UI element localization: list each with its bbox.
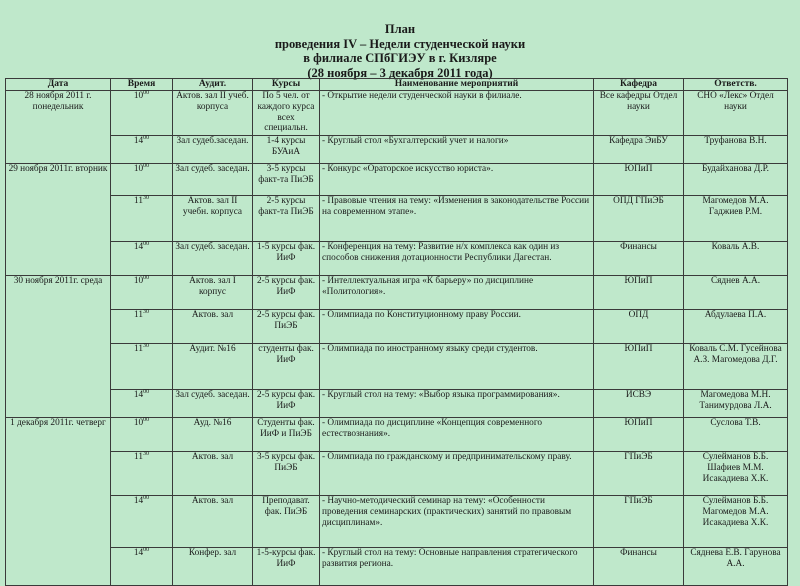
table-row xyxy=(6,164,788,196)
cell-courses: 2-5 курсы факт-та ПиЭБ xyxy=(253,196,320,242)
cell-room: Зал судеб. заседан. xyxy=(173,164,253,196)
time-minutes: 00 xyxy=(143,416,150,423)
col-header-date: Дата xyxy=(6,79,111,91)
cell-dept: Кафедра ЭиБУ xyxy=(594,136,684,164)
cell-time xyxy=(111,390,173,418)
cell-responsible: Суслова Т.В. xyxy=(684,418,788,452)
time-hours: 14 xyxy=(133,548,144,558)
table-row xyxy=(6,91,788,136)
cell-room: Актов. зал II учеб. корпуса xyxy=(173,91,253,136)
cell-responsible: Труфанова В.Н. xyxy=(684,136,788,164)
table-row xyxy=(6,496,788,548)
title-line-4: (28 ноября – 3 декабря 2011 года) xyxy=(307,65,493,80)
cell-time xyxy=(111,276,173,310)
cell-event: - Круглый стол «Бухгалтерский учет и налоги» xyxy=(320,136,594,164)
cell-event: - Олимпиада по гражданскому и предпринимательскому праву. xyxy=(320,452,594,496)
cell-dept: Финансы xyxy=(594,548,684,586)
cell-time xyxy=(111,344,173,390)
cell-responsible: Коваль С.М. Гусейнова А.З. Магомедова Д.Г. xyxy=(684,344,788,390)
cell-room: Ауд. №16 xyxy=(173,418,253,452)
cell-event: - Круглый стол на тему: Основные направления стратегического развития региона. xyxy=(320,548,594,586)
cell-responsible: Абдулаева П.А. xyxy=(684,310,788,344)
cell-dept: ГПиЭБ xyxy=(594,496,684,548)
cell-room: Актов. зал II учебн. корпуса xyxy=(173,196,253,242)
table-body xyxy=(6,91,788,586)
cell-time xyxy=(111,548,173,586)
cell-date: 1 декабря 2011г. четверг xyxy=(6,418,111,586)
table-header-row xyxy=(6,79,788,91)
time-hours: 14 xyxy=(133,136,144,146)
cell-time xyxy=(111,496,173,548)
col-header-dept: Кафедра xyxy=(594,79,684,91)
cell-room: Зал судеб. заседан. xyxy=(173,242,253,276)
time-hours: 11 xyxy=(134,196,143,206)
table-row xyxy=(6,452,788,496)
cell-date: 30 ноября 2011г. среда xyxy=(6,276,111,418)
cell-time xyxy=(111,452,173,496)
cell-date: 29 ноября 2011г. вторник xyxy=(6,164,111,276)
col-header-room: Аудит. xyxy=(173,79,253,91)
cell-courses: 2-5 курсы фак. ИиФ xyxy=(253,390,320,418)
cell-courses: Студенты фак. ИиФ и ПиЭБ xyxy=(253,418,320,452)
cell-responsible: Магомедова М.Н. Танимурдова Л.А. xyxy=(684,390,788,418)
title-line-2: проведения IV – Недели студенческой науки xyxy=(274,36,526,51)
col-header-courses: Курсы xyxy=(253,79,320,91)
time-minutes: 00 xyxy=(143,89,150,96)
table-row xyxy=(6,310,788,344)
title-line-3: в филиале СПбГИЭУ в г. Кизляре xyxy=(303,51,497,65)
table-row xyxy=(6,196,788,242)
cell-event: - Олимпиада по Конституционному праву России. xyxy=(320,310,594,344)
cell-dept: ГПиЭБ xyxy=(594,452,684,496)
cell-room: Актов. зал I корпус xyxy=(173,276,253,310)
time-hours: 14 xyxy=(133,242,144,252)
cell-event: - Правовые чтения на тему: «Изменения в законодательстве России на современном этапе». xyxy=(320,196,594,242)
cell-dept: ЮПиП xyxy=(594,164,684,196)
cell-courses: студенты фак. ИиФ xyxy=(253,344,320,390)
cell-courses: 1-5-курсы фак. ИиФ xyxy=(253,548,320,586)
time-hours: 11 xyxy=(134,344,143,354)
cell-courses: Преподават. фак. ПиЭБ xyxy=(253,496,320,548)
cell-courses: 2-5 курсы фак. ИиФ xyxy=(253,276,320,310)
time-minutes: 00 xyxy=(143,388,150,395)
cell-responsible: Сулейманов Б.Б. Магомедов М.А. Исакадиева Х.К. xyxy=(684,496,788,548)
cell-courses: 2-5 курсы фак. ПиЭБ xyxy=(253,310,320,344)
time-hours: 10 xyxy=(133,164,144,174)
time-minutes: 30 xyxy=(142,308,149,315)
time-minutes: 00 xyxy=(143,240,150,247)
time-minutes: 00 xyxy=(143,546,150,553)
cell-event: - Олимпиада по дисциплине «Концепция современного естествознания». xyxy=(320,418,594,452)
cell-event: - Олимпиада по иностранному языку среди студентов. xyxy=(320,344,594,390)
cell-event: - Конкурс «Ораторское искусство юриста». xyxy=(320,164,594,196)
cell-time xyxy=(111,91,173,136)
cell-dept: ЮПиП xyxy=(594,418,684,452)
cell-room: Актов. зал xyxy=(173,452,253,496)
col-header-event: Наименование мероприятий xyxy=(320,79,594,91)
cell-time xyxy=(111,196,173,242)
time-minutes: 30 xyxy=(142,342,149,349)
time-hours: 11 xyxy=(134,310,143,320)
cell-time xyxy=(111,310,173,344)
cell-room: Актов. зал xyxy=(173,310,253,344)
cell-event: - Конференция на тему: Развитие н/х комплекса как один из способов снижения дотационности Республики Дагестан. xyxy=(320,242,594,276)
time-minutes: 00 xyxy=(143,162,150,169)
cell-dept: ОПД xyxy=(594,310,684,344)
cell-time xyxy=(111,418,173,452)
table-row xyxy=(6,242,788,276)
time-minutes: 00 xyxy=(143,134,150,141)
table-row xyxy=(6,390,788,418)
cell-time xyxy=(111,164,173,196)
cell-event: - Открытие недели студенческой науки в филиале. xyxy=(320,91,594,136)
cell-courses: 3-5 курсы фак. ПиЭБ xyxy=(253,452,320,496)
table-row xyxy=(6,276,788,310)
cell-responsible: Магомедов М.А. Гаджиев Р.М. xyxy=(684,196,788,242)
cell-time xyxy=(111,242,173,276)
cell-time xyxy=(111,136,173,164)
table-row xyxy=(6,136,788,164)
table-row xyxy=(6,344,788,390)
cell-dept: ОПД ГПиЭБ xyxy=(594,196,684,242)
cell-room: Аудит. №16 xyxy=(173,344,253,390)
cell-responsible: СНО «Лекс» Отдел науки xyxy=(684,91,788,136)
time-hours: 10 xyxy=(133,91,144,101)
cell-event: - Интеллектуальная игра «К барьеру» по дисциплине «Политология». xyxy=(320,276,594,310)
time-minutes: 00 xyxy=(143,494,150,501)
cell-responsible: Сяднева Е.В. Гарунова А.А. xyxy=(684,548,788,586)
document-title xyxy=(0,22,800,80)
col-header-time: Время xyxy=(111,79,173,91)
schedule-table xyxy=(5,78,788,586)
table-row xyxy=(6,418,788,452)
time-hours: 10 xyxy=(133,418,144,428)
time-hours: 11 xyxy=(134,452,143,462)
cell-responsible: Сяднев А.А. xyxy=(684,276,788,310)
cell-dept: ЮПиП xyxy=(594,276,684,310)
cell-responsible: Будайханова Д.Р. xyxy=(684,164,788,196)
cell-dept: ЮПиП xyxy=(594,344,684,390)
table-row xyxy=(6,548,788,586)
cell-responsible: Сулейманов Б.Б. Шафиев М.М. Исакадиева Х.К. xyxy=(684,452,788,496)
time-hours: 14 xyxy=(133,496,144,506)
cell-event: - Круглый стол на тему: «Выбор языка программирования». xyxy=(320,390,594,418)
cell-courses: 3-5 курсы факт-та ПиЭБ xyxy=(253,164,320,196)
cell-courses: 1-4 курсы БУАиА xyxy=(253,136,320,164)
title-line-1: План xyxy=(384,22,416,36)
cell-date: 28 ноября 2011 г. понедельник xyxy=(6,91,111,164)
time-minutes: 30 xyxy=(142,450,149,457)
cell-responsible: Коваль А.В. xyxy=(684,242,788,276)
time-hours: 10 xyxy=(133,276,144,286)
cell-room: Зал судеб. заседан. xyxy=(173,390,253,418)
col-header-resp: Ответств. xyxy=(684,79,788,91)
cell-courses: По 5 чел. от каждого курса всех специальн. xyxy=(253,91,320,136)
time-hours: 14 xyxy=(133,390,144,400)
cell-dept: ИСВЭ xyxy=(594,390,684,418)
time-minutes: 30 xyxy=(142,194,149,201)
cell-dept: Финансы xyxy=(594,242,684,276)
time-minutes: 00 xyxy=(143,274,150,281)
cell-room: Актов. зал xyxy=(173,496,253,548)
cell-room: Конфер. зал xyxy=(173,548,253,586)
cell-courses: 1-5 курсы фак. ИиФ xyxy=(253,242,320,276)
cell-event: - Научно-методический семинар на тему: «Особенности проведения семинарских (практических) занятий по правовым дисциплинам». xyxy=(320,496,594,548)
cell-dept: Все кафедры Отдел науки xyxy=(594,91,684,136)
cell-room: Зал судеб.заседан. xyxy=(173,136,253,164)
